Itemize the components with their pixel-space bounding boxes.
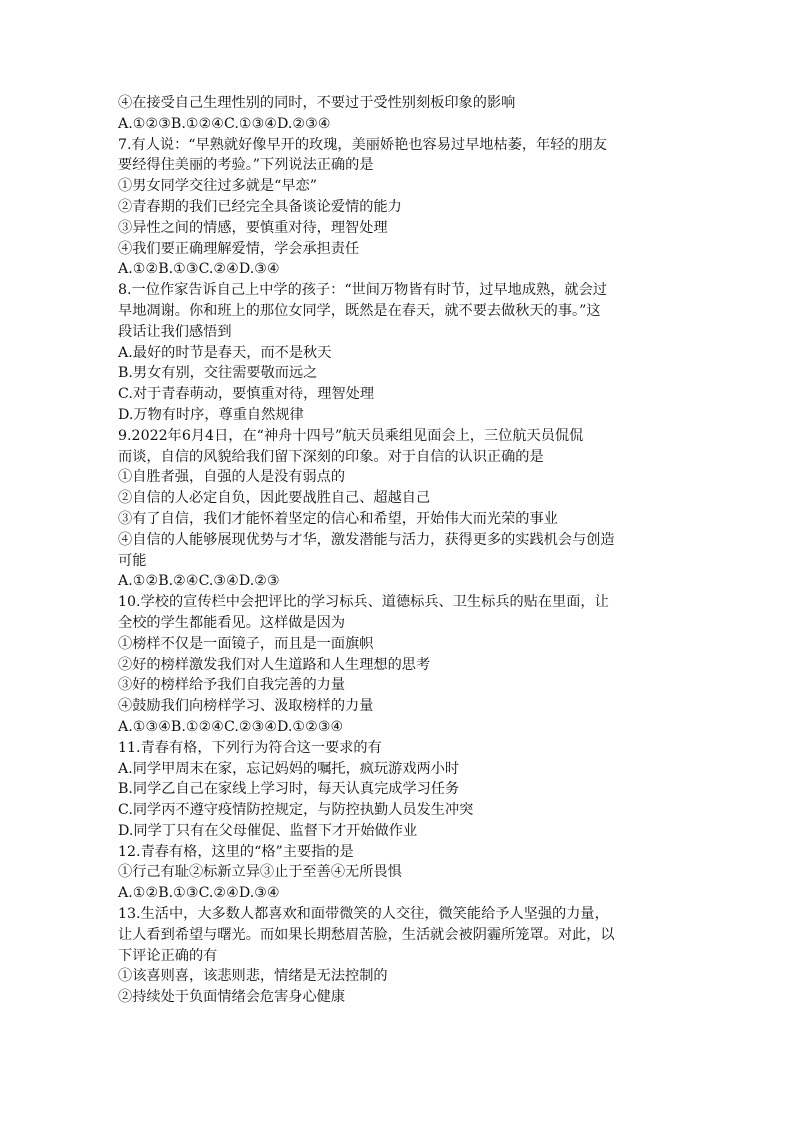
question-9-stem: 9.2022年6月4日，在“神舟十四号”航天员乘组见面会上，三位航天员侃侃 <box>118 427 584 444</box>
text-line: ②自信的人必定自负，因此要战胜自己、超越自己 <box>118 490 431 507</box>
text-line: ①行己有耻②标新立异③止于至善④无所畏惧 <box>118 864 402 881</box>
answer-options: A.①②B.①③C.②④D.③④ <box>118 261 280 278</box>
text-line: ①自胜者强，自强的人是没有弱点的 <box>118 469 346 486</box>
question-13-stem: 下评论正确的有 <box>118 947 218 964</box>
text-line: ②持续处于负面情绪会危害身心健康 <box>118 989 346 1006</box>
option-c: C.同学丙不遵守疫情防控规定，与防控执勤人员发生冲突 <box>118 802 474 819</box>
text-line: ④我们要正确理解爱情，学会承担责任 <box>118 240 360 257</box>
text-line: ④鼓励我们向榜样学习、汲取榜样的力量 <box>118 698 374 715</box>
text-line: ③异性之间的情感，要慎重对待，理智处理 <box>118 219 388 236</box>
text-line: 可能 <box>118 552 147 569</box>
text-line: ③好的榜样给予我们自我完善的力量 <box>118 677 346 694</box>
answer-options: A.①③④B.①②④C.②③④D.①②③④ <box>118 718 344 735</box>
option-b: B.男女有别，交往需要敬而远之 <box>118 365 318 382</box>
question-7-stem: 要经得住美丽的考验。”下列说法正确的是 <box>118 157 374 174</box>
text-line: ③有了自信，我们才能怀着坚定的信心和希望，开始伟大而光荣的事业 <box>118 510 558 527</box>
text-line: ④在接受自己生理性别的同时，不要过于受性别刻板印象的影响 <box>118 95 516 111</box>
text-line: ①该喜则喜，该悲则悲，情绪是无法控制的 <box>118 968 388 985</box>
text-line: ①男女同学交往过多就是“早恋” <box>118 178 317 195</box>
answer-options: A.①②B.①③C.②④D.③④ <box>118 885 280 902</box>
option-c: C.对于青春萌动，要慎重对待，理智处理 <box>118 386 375 403</box>
text-line: ④自信的人能够展现优势与才华，激发潜能与活力，获得更多的实践机会与创造 <box>118 531 615 548</box>
text-line: ①榜样不仅是一面镜子，而且是一面旗帜 <box>118 635 374 652</box>
option-a: A.同学甲周末在家，忘记妈妈的嘱托，疯玩游戏两小时 <box>118 760 460 777</box>
question-10-stem: 10.学校的宣传栏中会把评比的学习标兵、道德标兵、卫生标兵的贴在里面，让 <box>118 594 609 611</box>
question-8-stem: 段话让我们感悟到 <box>118 323 232 340</box>
option-b: B.同学乙自己在家线上学习时，每天认真完成学习任务 <box>118 781 460 798</box>
option-d: D.万物有时序，尊重自然规律 <box>118 406 304 423</box>
question-13-stem: 让人看到希望与曙光。而如果长期愁眉苦脸，生活就会被阴霾所笼罩。对此，以 <box>118 926 615 943</box>
question-7-stem: 7.有人说：“早熟就好像早开的玫瑰，美丽娇艳也容易过早地枯萎，年轻的朋友 <box>118 136 607 153</box>
option-d: D.同学丁只有在父母催促、监督下才开始做作业 <box>118 822 418 839</box>
option-a: A.最好的时节是春天，而不是秋天 <box>118 344 332 361</box>
question-11-stem: 11.青春有格，下列行为符合这一要求的有 <box>118 739 382 756</box>
question-8-stem: 早地凋谢。你和班上的那位女同学，既然是在春天，就不要去做秋天的事。”这 <box>118 302 601 319</box>
question-10-stem: 全校的学生都能看见。这样做是因为 <box>118 614 346 631</box>
answer-options: A.①②③B.①②④C.①③④D.②③④ <box>118 115 331 132</box>
question-8-stem: 8.一位作家告诉自己上中学的孩子：“世间万物皆有时节，过早地成熟，就会过 <box>118 282 607 299</box>
document-page <box>118 93 678 1008</box>
question-9-stem: 而谈，自信的风貌给我们留下深刻的印象。对于自信的认识正确的是 <box>118 448 544 465</box>
answer-options: A.①②B.②④C.③④D.②③ <box>118 573 280 590</box>
text-line: ②青春期的我们已经完全具备谈论爱情的能力 <box>118 198 402 215</box>
question-13-stem: 13.生活中，大多数人都喜欢和面带微笑的人交往，微笑能给予人坚强的力量， <box>118 906 609 923</box>
question-12-stem: 12.青春有格，这里的“格”主要指的是 <box>118 843 354 860</box>
text-line: ②好的榜样激发我们对人生道路和人生理想的思考 <box>118 656 431 673</box>
